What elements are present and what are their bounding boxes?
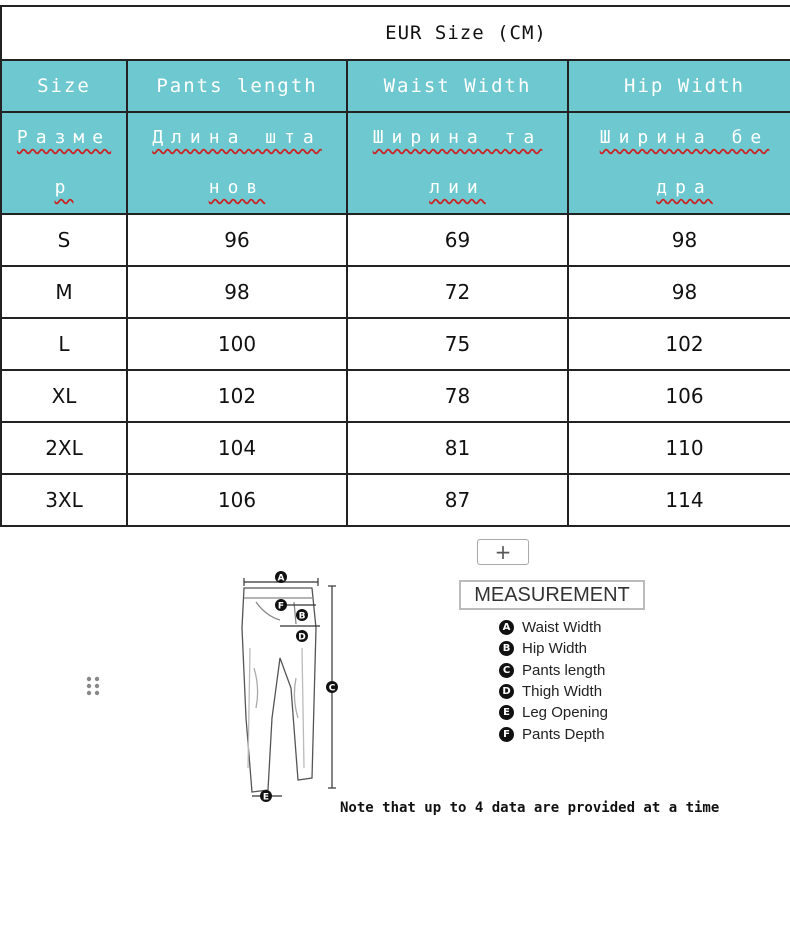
svg-text:F: F <box>277 601 285 612</box>
header-pants-length: Pants length <box>127 60 347 112</box>
waist-width-cell: 81 <box>347 422 568 474</box>
legend-item <box>499 660 608 681</box>
legend-item <box>499 617 608 638</box>
table-row <box>1 474 790 526</box>
legend-item <box>499 723 608 744</box>
add-block-button[interactable]: + <box>477 539 529 565</box>
size-cell: XL <box>1 370 127 422</box>
svg-text:E: E <box>262 792 270 803</box>
table-row <box>1 266 790 318</box>
waist-width-cell: 72 <box>347 266 568 318</box>
pants-length-cell: 96 <box>127 214 347 266</box>
header-size: Size <box>1 60 127 112</box>
header-hip-width: Hip Width <box>568 60 790 112</box>
ru-header-hip-width: Ширина бе дра <box>568 112 790 214</box>
waist-width-cell: 87 <box>347 474 568 526</box>
marker-d-icon: D <box>499 684 514 699</box>
hip-width-cell: 106 <box>568 370 790 422</box>
svg-text:C: C <box>328 683 336 694</box>
russian-header-row <box>1 112 790 214</box>
table-row <box>1 318 790 370</box>
pants-length-cell: 106 <box>127 474 347 526</box>
hip-width-cell: 98 <box>568 266 790 318</box>
marker-b-icon: B <box>499 641 514 656</box>
table-title: EUR Size (CM) <box>1 6 790 60</box>
hip-width-cell: 110 <box>568 422 790 474</box>
header-row <box>1 60 790 112</box>
waist-width-cell: 69 <box>347 214 568 266</box>
drag-handle-icon[interactable] <box>85 676 101 702</box>
ru-header-size: Разме р <box>1 112 127 214</box>
legend-label: Pants length <box>522 661 606 679</box>
hip-width-cell: 98 <box>568 214 790 266</box>
size-chart-table <box>0 5 790 527</box>
table-row <box>1 370 790 422</box>
svg-text:B: B <box>298 611 306 622</box>
size-cell: M <box>1 266 127 318</box>
legend-item <box>499 638 608 659</box>
marker-e-icon: E <box>499 705 514 720</box>
pants-diagram <box>236 568 346 808</box>
measurement-legend <box>499 617 608 745</box>
waist-width-cell: 75 <box>347 318 568 370</box>
diagram-marker-b <box>296 609 308 622</box>
pants-length-cell: 100 <box>127 318 347 370</box>
table-row <box>1 214 790 266</box>
waist-width-cell: 78 <box>347 370 568 422</box>
legend-label: Waist Width <box>522 619 602 637</box>
measurement-title: MEASUREMENT <box>459 580 645 610</box>
data-limit-note: Note that up to 4 data are provided at a time <box>340 800 720 816</box>
pants-length-cell: 104 <box>127 422 347 474</box>
svg-text:A: A <box>277 573 285 584</box>
legend-label: Hip Width <box>522 640 588 658</box>
legend-label: Leg Opening <box>522 704 608 722</box>
marker-a-icon: A <box>499 620 514 635</box>
diagram-marker-c <box>326 681 338 694</box>
legend-item <box>499 702 608 723</box>
pants-length-cell: 102 <box>127 370 347 422</box>
legend-label: Thigh Width <box>522 683 603 701</box>
table-row <box>1 422 790 474</box>
pants-length-cell: 98 <box>127 266 347 318</box>
size-cell: S <box>1 214 127 266</box>
svg-text:D: D <box>298 632 306 643</box>
ru-header-waist-width: Ширина та лии <box>347 112 568 214</box>
legend-item <box>499 681 608 702</box>
diagram-marker-e <box>260 790 272 803</box>
legend-label: Pants Depth <box>522 725 605 743</box>
ru-header-pants-length: Длина шта нов <box>127 112 347 214</box>
marker-f-icon: F <box>499 727 514 742</box>
title-row <box>1 6 790 60</box>
size-cell: L <box>1 318 127 370</box>
header-waist-width: Waist Width <box>347 60 568 112</box>
hip-width-cell: 102 <box>568 318 790 370</box>
marker-c-icon: C <box>499 663 514 678</box>
size-cell: 2XL <box>1 422 127 474</box>
diagram-marker-f <box>275 599 287 612</box>
size-cell: 3XL <box>1 474 127 526</box>
diagram-marker-d <box>296 630 308 643</box>
hip-width-cell: 114 <box>568 474 790 526</box>
